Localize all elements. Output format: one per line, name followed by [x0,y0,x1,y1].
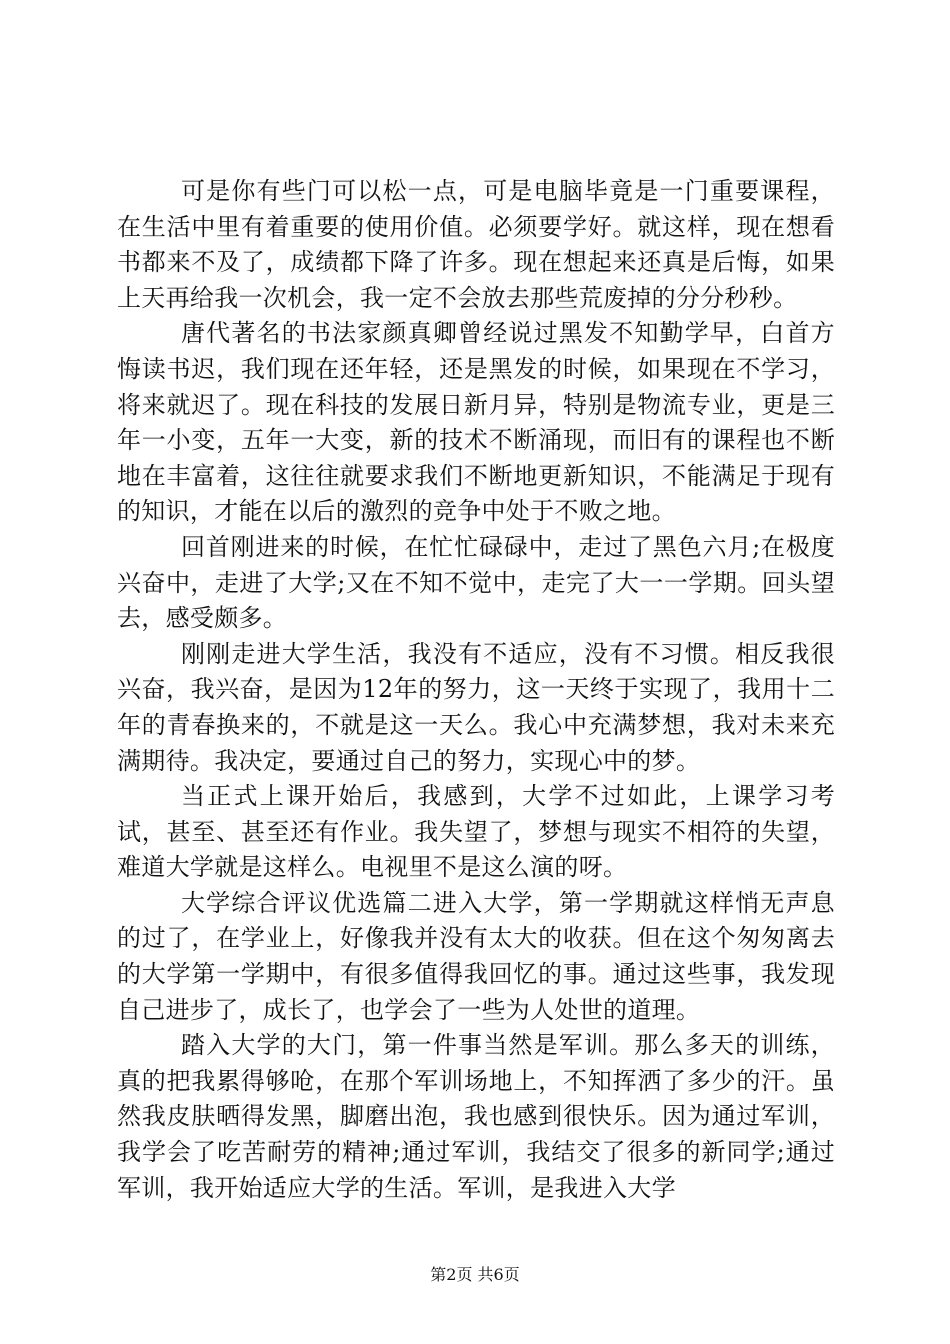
paragraph: 唐代著名的书法家颜真卿曾经说过黑发不知勤学早，白首方悔读书迟，我们现在还年轻，还是黑发的时候，如果现在不学习，将来就迟了。现在科技的发展日新月异，特别是物流专业，更是三年一小变，五年一大变，新的技术不断涌现，而旧有的课程也不断地在丰富着，这往往就要求我们不断地更新知识，不能满足于现有的知识，才能在以后的激烈的竞争中处于不败之地。 [117,319,835,526]
document-body [117,174,835,1206]
paragraph: 可是你有些门可以松一点，可是电脑毕竟是一门重要课程，在生活中里有着重要的使用价值。必须要学好。就这样，现在想看书都来不及了，成绩都下降了许多。现在想起来还真是后悔，如果上天再给我一次机会，我一定不会放去那些荒废掉的分分秒秒。 [117,177,835,312]
paragraph: 踏入大学的大门，第一件事当然是军训。那么多天的训练，真的把我累得够呛，在那个军训场地上，不知挥洒了多少的汗。虽然我皮肤晒得发黑，脚磨出泡，我也感到很快乐。因为通过军训，我学会了吃苦耐劳的精神;通过军训，我结交了很多的新同学;通过军训，我开始适应大学的生活。军训，是我进入大学 [117,1031,835,1202]
page-number-footer: 第2页 共6页 [430,1265,520,1284]
paragraph: 当正式上课开始后，我感到，大学不过如此，上课学习考试，甚至、甚至还有作业。我失望了，梦想与现实不相符的失望，难道大学就是这样么。电视里不是这么演的呀。 [117,782,835,882]
paragraph: 刚刚走进大学生活，我没有不适应，没有不习惯。相反我很兴奋，我兴奋，是因为12年的努力，这一天终于实现了，我用十二年的青春换来的，不就是这一天么。我心中充满梦想，我对未来充满期待。我决定，要通过自己的努力，实现心中的梦。 [117,639,835,775]
paragraph: 回首刚进来的时候，在忙忙碌碌中，走过了黑色六月;在极度兴奋中，走进了大学;又在不知不觉中，走完了大一一学期。回头望去，感受颇多。 [117,532,835,633]
paragraph: 大学综合评议优选篇二进入大学，第一学期就这样悄无声息的过了，在学业上，好像我并没有太大的收获。但在这个匆匆离去的大学第一学期中，有很多值得我回忆的事。通过这些事，我发现自己进步了，成长了，也学会了一些为人处世的道理。 [117,888,835,1024]
